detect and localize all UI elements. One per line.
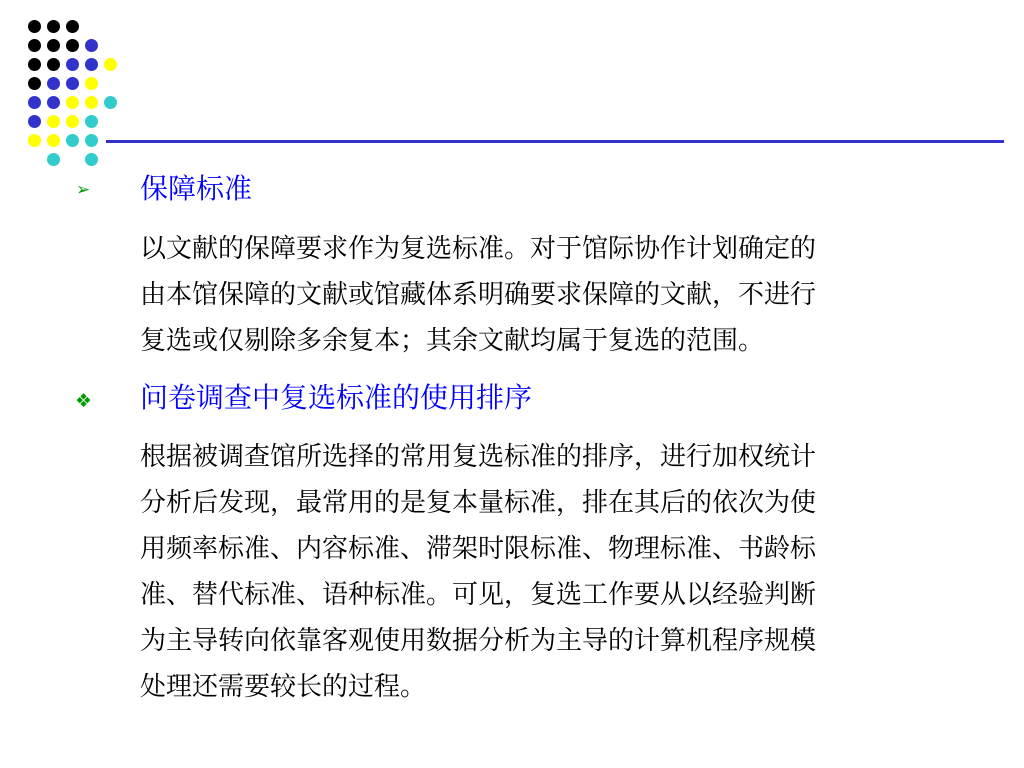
paragraph-line: 用频率标准、内容标准、滞架时限标准、物理标准、书龄标 bbox=[140, 534, 817, 564]
arrowhead-bullet-icon: ➢ bbox=[76, 180, 91, 200]
yellow-dot bbox=[47, 134, 60, 147]
blue-dot bbox=[47, 77, 60, 90]
paragraph-line: 准、替代标准、语种标准。可见，复选工作要从以经验判断 bbox=[140, 580, 817, 610]
black-dot bbox=[28, 58, 41, 71]
teal-dot bbox=[85, 115, 98, 128]
blue-dot bbox=[85, 58, 98, 71]
paragraph-line: 处理还需要较长的过程。 bbox=[140, 672, 427, 702]
black-dot bbox=[66, 20, 79, 33]
yellow-dot bbox=[85, 77, 98, 90]
paragraph-line: 分析后发现，最常用的是复本量标准，排在其后的依次为使 bbox=[140, 488, 817, 518]
blue-dot bbox=[66, 77, 79, 90]
yellow-dot bbox=[104, 58, 117, 71]
yellow-dot bbox=[85, 96, 98, 109]
blue-dot bbox=[66, 58, 79, 71]
paragraph-line: 由本馆保障的文献或馆藏体系明确要求保障的文献，不进行 bbox=[140, 280, 817, 310]
yellow-dot bbox=[47, 115, 60, 128]
paragraph-line: 以文献的保障要求作为复选标准。对于馆际协作计划确定的 bbox=[140, 234, 817, 264]
section-paragraph bbox=[140, 226, 960, 364]
blue-dot bbox=[85, 39, 98, 52]
title-divider-line bbox=[106, 140, 1004, 143]
black-dot bbox=[28, 39, 41, 52]
black-dot bbox=[47, 58, 60, 71]
paragraph-line: 根据被调查馆所选择的常用复选标准的排序，进行加权统计 bbox=[140, 442, 817, 472]
teal-dot bbox=[104, 96, 117, 109]
paragraph-line: 为主导转向依靠客观使用数据分析为主导的计算机程序规模 bbox=[140, 626, 817, 656]
four-diamond-bullet-icon: ❖ bbox=[75, 390, 93, 412]
blue-dot bbox=[28, 96, 41, 109]
black-dot bbox=[47, 20, 60, 33]
blue-dot bbox=[47, 96, 60, 109]
black-dot bbox=[66, 39, 79, 52]
decorative-dot-grid bbox=[0, 0, 130, 175]
paragraph-line: 复选或仅剔除多余复本；其余文献均属于复选的范围。 bbox=[140, 326, 765, 356]
teal-dot bbox=[66, 134, 79, 147]
teal-dot bbox=[85, 153, 98, 166]
teal-dot bbox=[85, 134, 98, 147]
black-dot bbox=[28, 20, 41, 33]
yellow-dot bbox=[28, 134, 41, 147]
section-heading: 问卷调查中复选标准的使用排序 bbox=[140, 381, 533, 414]
black-dot bbox=[47, 39, 60, 52]
yellow-dot bbox=[66, 115, 79, 128]
blue-dot bbox=[28, 115, 41, 128]
teal-dot bbox=[47, 153, 60, 166]
yellow-dot bbox=[66, 96, 79, 109]
black-dot bbox=[28, 77, 41, 90]
section-heading: 保障标准 bbox=[140, 172, 253, 205]
section-paragraph bbox=[140, 434, 960, 710]
